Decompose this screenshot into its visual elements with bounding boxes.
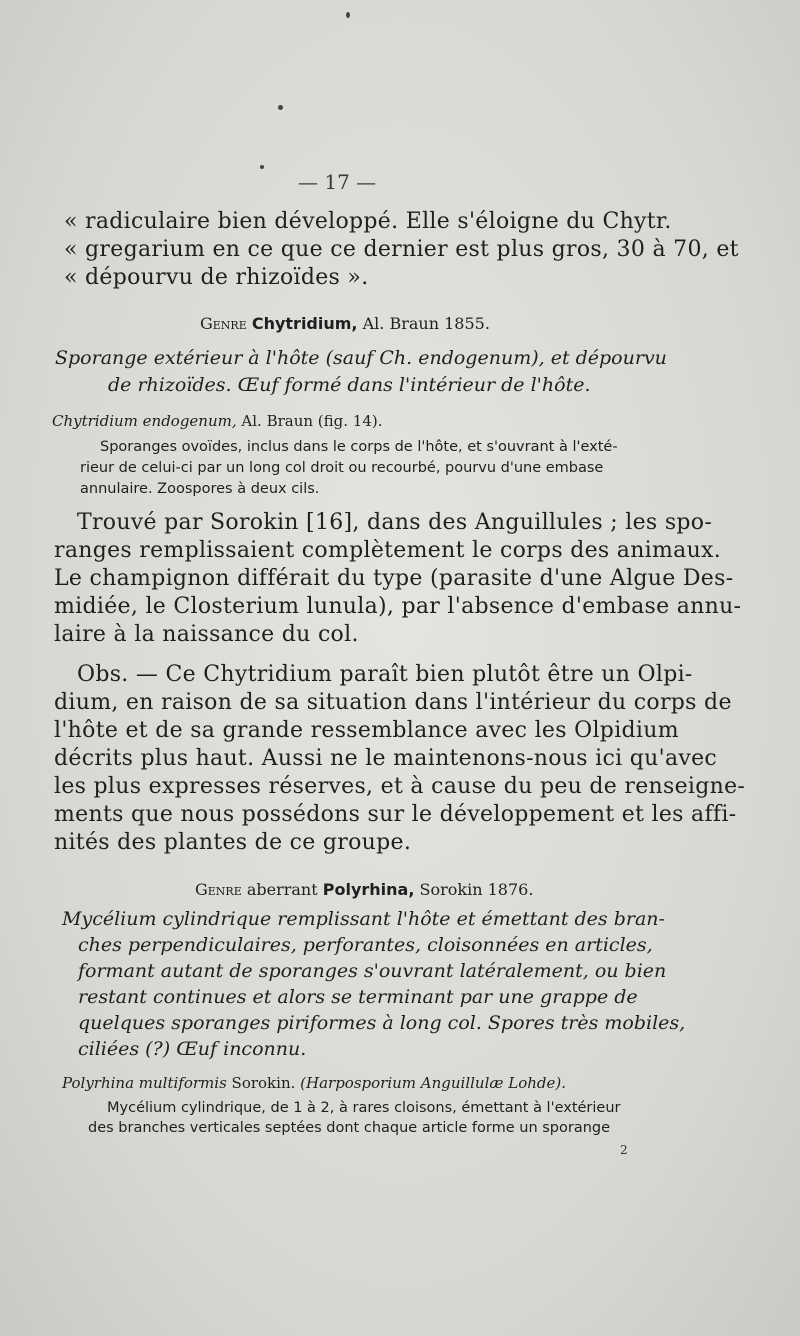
species-heading [52,412,383,430]
observation-line: décrits plus haut. Aussi ne le maintenons-nous ici qu'avec [54,746,718,771]
intro-line: « dépourvu de rhizoïdes ». [64,265,369,290]
paragraph-line: ranges remplissaient complètement le corps des animaux. [54,538,722,563]
genre-heading [195,880,533,899]
species-description-line: annulaire. Zoospores à deux cils. [80,481,320,497]
genre-description-line: restant continues et alors se terminant par une grappe de [78,986,638,1008]
observation-line: dium, en raison de sa situation dans l'intérieur du corps de [54,690,732,715]
intro-line: « radiculaire bien développé. Elle s'éloigne du Chytr. [64,209,672,234]
genre-description-line: ches perpendiculaires, perforantes, cloisonnées en articles, [78,934,653,956]
observation-line: les plus expresses réserves, et à cause du peu de renseigne- [54,774,746,799]
genre-description-line: Sporange extérieur à l'hôte (sauf Ch. endogenum), et dépourvu [55,347,667,369]
species-description-line: Sporanges ovoïdes, inclus dans le corps de l'hôte, et s'ouvrant à l'exté- [100,439,618,455]
species-author: Al. Braun (fig. 14). [241,412,383,430]
observation-line: Obs. — Ce Chytridium paraît bien plutôt être un Olpi- [77,662,693,687]
genre-description-line: de rhizoïdes. Œuf formé dans l'intérieur de l'hôte. [108,374,591,396]
paragraph-line: midiée, le Closterium lunula), par l'absence d'embase annu- [54,594,742,619]
genre-name: Chytridium, [251,314,358,333]
species-description-line: rieur de celui-ci par un long col droit ou recourbé, pourvu d'une embase [80,460,604,476]
species-heading [62,1074,566,1092]
species-author: Sorokin. [231,1074,296,1092]
genre-label: Genre [200,314,247,333]
genre-author: Al. Braun 1855. [362,314,490,333]
species-name: Polyrhina multiformis [62,1074,227,1092]
observation-line: l'hôte et de sa grande ressemblance avec les Olpidium [54,718,679,743]
paragraph-line: laire à la naissance du col. [54,622,359,647]
genre-label: Genre [195,880,242,899]
species-description-line: Mycélium cylindrique, de 1 à 2, à rares cloisons, émettant à l'extérieur [107,1100,621,1116]
genre-heading [200,314,490,333]
genre-description-line: quelques sporanges piriformes à long col. Spores très mobiles, [78,1012,686,1034]
ink-speck [260,165,264,169]
species-synonym: (Harposporium Anguillulæ Lohde). [300,1074,567,1092]
intro-line: « gregarium en ce que ce dernier est plus gros, 30 à 70, et [64,237,739,262]
genre-qualifier: aberrant [246,880,318,899]
species-description-line: des branches verticales septées dont chaque article forme un sporange [88,1120,611,1136]
observation-line: ments que nous possédons sur le développement et les affi- [54,802,737,827]
ink-speck [278,105,283,110]
genre-description-line: Mycélium cylindrique remplissant l'hôte et émettant des bran- [62,908,665,930]
signature-mark: 2 [620,1143,628,1157]
observation-line: nités des plantes de ce groupe. [54,830,412,855]
ink-speck [346,12,350,18]
genre-name: Polyrhina, [322,880,415,899]
genre-author: Sorokin 1876. [419,880,534,899]
page-number: — 17 — [298,170,377,194]
genre-description-line: formant autant de sporanges s'ouvrant latéralement, ou bien [78,960,667,982]
paragraph-line: Trouvé par Sorokin [16], dans des Anguillules ; les spo- [77,510,713,535]
species-name: Chytridium endogenum, [52,412,237,430]
genre-description-line: ciliées (?) Œuf inconnu. [78,1038,307,1060]
paragraph-line: Le champignon différait du type (parasite d'une Algue Des- [54,566,734,591]
